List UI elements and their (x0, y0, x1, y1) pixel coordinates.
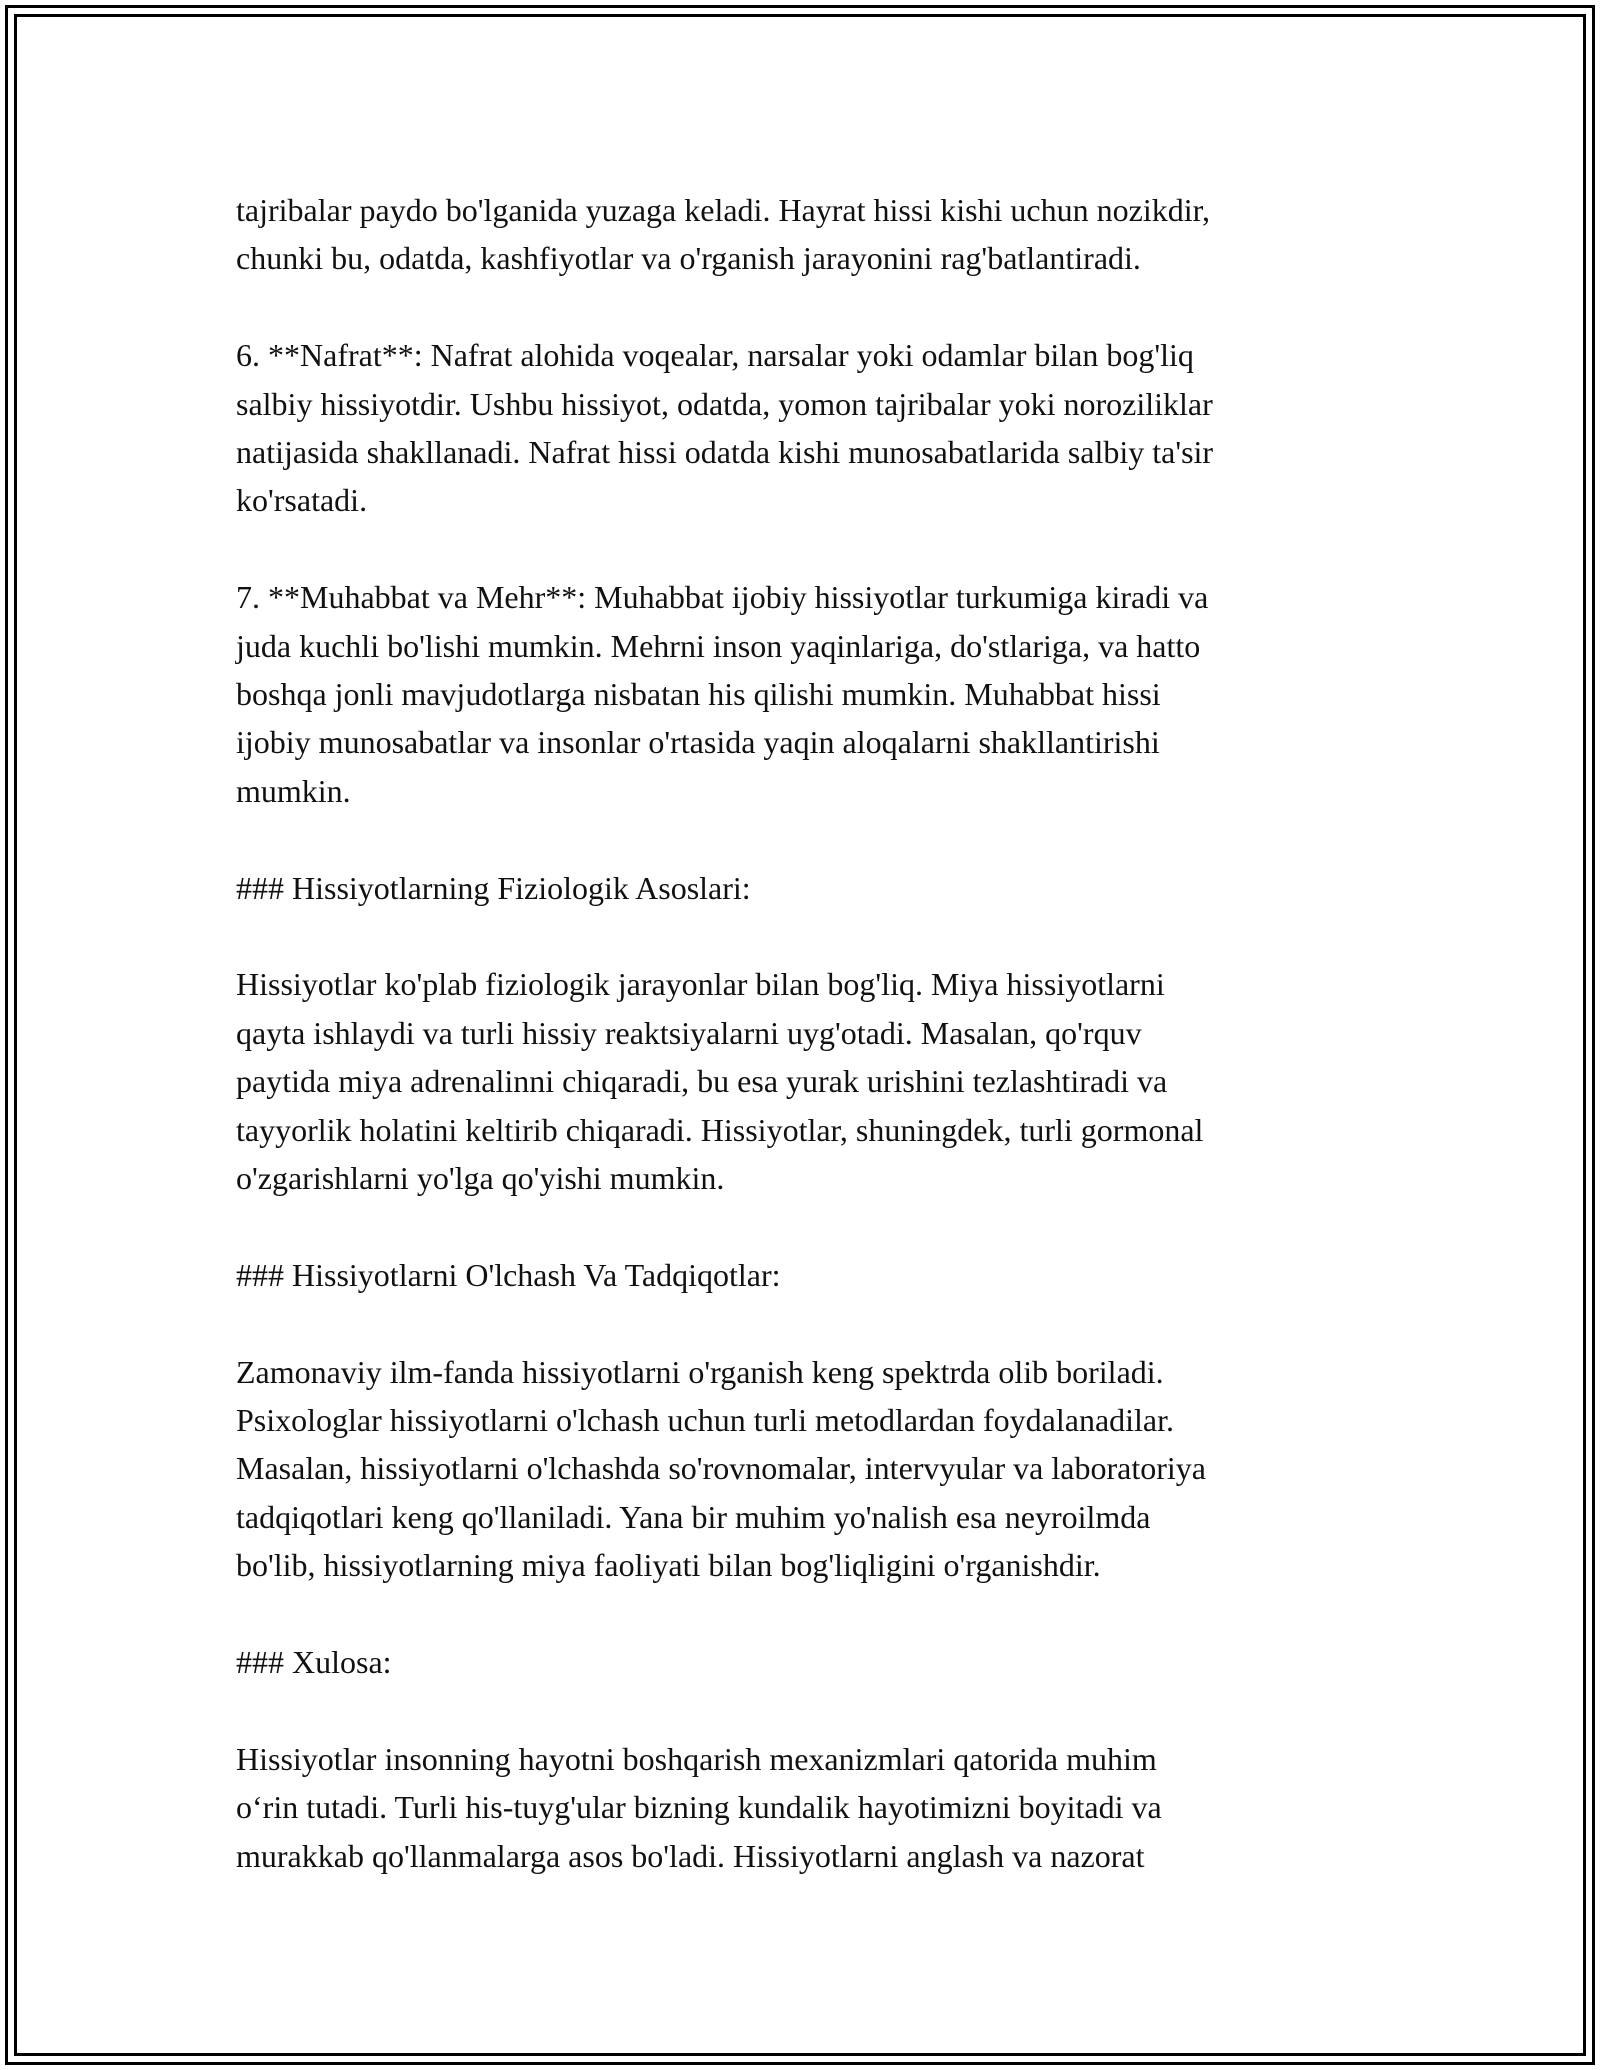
text-line: natijasida shakllanadi. Nafrat hissi odatda kishi munosabatlarida salbiy ta'sir (236, 434, 1214, 471)
text-line: mumkin. (236, 772, 351, 809)
text-line: ### Hissiyotlarning Fiziologik Asoslari: (236, 869, 751, 906)
paragraph (236, 331, 1366, 525)
text-line: qayta ishlaydi va turli hissiy reaktsiyalarni uyg'otadi. Masalan, qo'rquv (236, 1014, 1142, 1051)
text-line: 6. **Nafrat**: Nafrat alohida voqealar, narsalar yoki odamlar bilan bog'liq (236, 337, 1194, 374)
paragraph (236, 1251, 1366, 1299)
text-line: bo'lib, hissiyotlarning miya faoliyati bilan bog'liqligini o'rganishdir. (236, 1547, 1101, 1584)
text-line: 7. **Muhabbat va Mehr**: Muhabbat ijobiy hissiyotlar turkumiga kiradi va (236, 579, 1209, 616)
text-line: Psixologlar hissiyotlarni o'lchash uchun turli metodlardan foydalanadilar. (236, 1402, 1175, 1439)
paragraph (236, 864, 1366, 912)
text-line: juda kuchli bo'lishi mumkin. Mehrni inson yaqinlariga, do'stlariga, va hatto (236, 627, 1201, 664)
text-line: Zamonaviy ilm-fanda hissiyotlarni o'rganish keng spektrda olib boriladi. (236, 1353, 1164, 1390)
text-line: paytida miya adrenalinni chiqaradi, bu esa yurak urishini tezlashtiradi va (236, 1063, 1168, 1100)
paragraph (236, 1735, 1366, 1880)
text-line: chunki bu, odatda, kashfiyotlar va o'rganish jarayonini rag'batlantiradi. (236, 240, 1141, 277)
text-line: ### Xulosa: (236, 1644, 392, 1681)
text-line: ijobiy munosabatlar va insonlar o'rtasida yaqin aloqalarni shakllantirishi (236, 724, 1160, 761)
text-line: tadqiqotlari keng qo'llaniladi. Yana bir muhim yo'nalish esa neyroilmda (236, 1498, 1151, 1535)
document-body (236, 186, 1366, 1880)
paragraph (236, 1638, 1366, 1686)
text-line: o‘rin tutadi. Turli his-tuyg'ular bizning kundalik hayotimizni boyitadi va (236, 1789, 1162, 1826)
paragraph (236, 960, 1366, 1202)
paragraph (236, 1348, 1366, 1590)
text-line: Hissiyotlar ko'plab fiziologik jarayonlar bilan bog'liq. Miya hissiyotlarni (236, 966, 1165, 1003)
text-line: salbiy hissiyotdir. Ushbu hissiyot, odatda, yomon tajribalar yoki noroziliklar (236, 385, 1213, 422)
text-line: o'zgarishlarni yo'lga qo'yishi mumkin. (236, 1160, 725, 1197)
text-line: ### Hissiyotlarni O'lchash Va Tadqiqotlar: (236, 1256, 781, 1293)
text-line: Hissiyotlar insonning hayotni boshqarish mexanizmlari qatorida muhim (236, 1740, 1157, 1777)
text-line: tajribalar paydo bo'lganida yuzaga keladi. Hayrat hissi kishi uchun nozikdir, (236, 192, 1210, 228)
text-line: ko'rsatadi. (236, 482, 368, 519)
text-line: murakkab qo'llanmalarga asos bo'ladi. Hissiyotlarni anglash va nazorat (236, 1837, 1145, 1874)
text-line: tayyorlik holatini keltirib chiqaradi. Hissiyotlar, shuningdek, turli gormonal (236, 1111, 1204, 1148)
text-line: boshqa jonli mavjudotlarga nisbatan his qilishi mumkin. Muhabbat hissi (236, 676, 1161, 713)
paragraph (236, 573, 1366, 815)
text-line: Masalan, hissiyotlarni o'lchashda so'rovnomalar, intervyular va laboratoriya (236, 1450, 1206, 1487)
paragraph (236, 186, 1366, 283)
